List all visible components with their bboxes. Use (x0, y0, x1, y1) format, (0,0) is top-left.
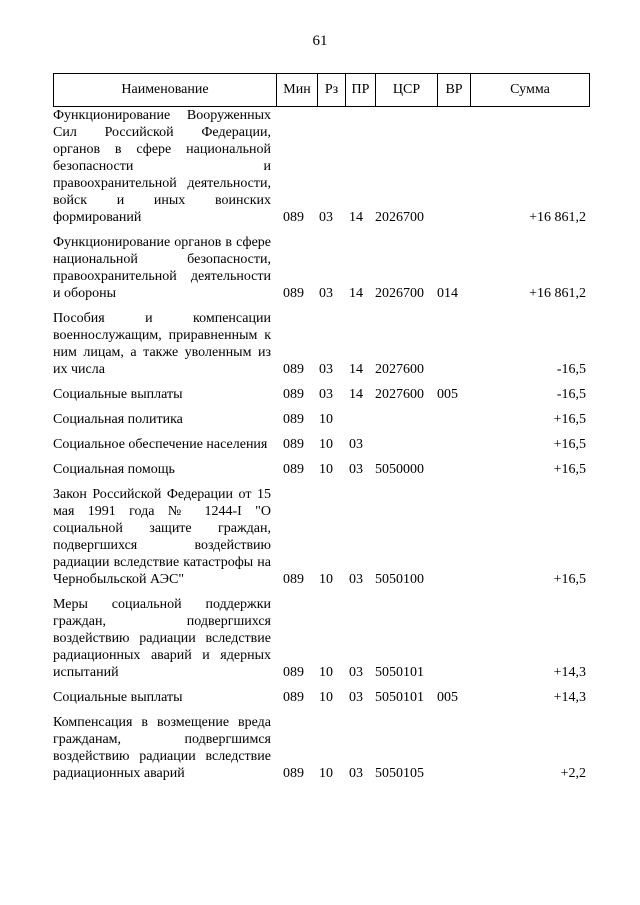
row-sum: +14,3 (553, 665, 586, 680)
row-sum: +16 861,2 (529, 286, 586, 301)
row-min: 089 (283, 412, 304, 427)
row-csr: 5050100 (375, 572, 424, 587)
table-row (53, 689, 590, 706)
row-vr: 005 (437, 387, 458, 402)
row-min: 089 (283, 437, 304, 452)
row-rz: 10 (319, 462, 333, 477)
row-sum: +16,5 (553, 462, 586, 477)
header-min: Мин (277, 74, 318, 106)
row-csr: 5050000 (375, 462, 424, 477)
table-row (53, 411, 590, 428)
row-rz: 10 (319, 690, 333, 705)
row-min: 089 (283, 362, 304, 377)
header-name: Наименование (54, 74, 277, 106)
row-min: 089 (283, 462, 304, 477)
page-number: 61 (312, 33, 328, 49)
row-min: 089 (283, 286, 304, 301)
row-rz: 10 (319, 766, 333, 781)
row-name: Пособия и компенсации военнослужащим, приравненным к ним лицам, а также уволенным из их числа (53, 311, 271, 377)
row-sum: +14,3 (553, 690, 586, 705)
table-row (53, 386, 590, 403)
row-name: Социальные выплаты (53, 690, 183, 705)
row-pr: 03 (349, 437, 363, 452)
table-row (53, 310, 590, 378)
table-body (53, 107, 590, 782)
row-sum: +16,5 (553, 412, 586, 427)
row-csr: 5050101 (375, 665, 424, 680)
row-min: 089 (283, 387, 304, 402)
row-pr: 03 (349, 665, 363, 680)
row-csr: 5050101 (375, 690, 424, 705)
row-min: 089 (283, 572, 304, 587)
row-sum: +16,5 (553, 437, 586, 452)
row-pr: 03 (349, 572, 363, 587)
row-min: 089 (283, 210, 304, 225)
table-row (53, 107, 590, 226)
table-header (53, 73, 590, 107)
row-name: Компенсация в возмещение вреда гражданам, подвергшимся воздействию радиации вследствие радиационных аварий (53, 715, 271, 781)
row-rz: 03 (319, 286, 333, 301)
row-min: 089 (283, 690, 304, 705)
header-rz: Рз (318, 74, 346, 106)
row-min: 089 (283, 665, 304, 680)
row-csr: 2026700 (375, 210, 424, 225)
row-pr: 14 (349, 286, 363, 301)
row-rz: 03 (319, 387, 333, 402)
header-pr: ПР (346, 74, 376, 106)
row-name: Меры социальной поддержки граждан, подвергшихся воздействию радиации вследствие радиационных аварий и ядерных испытаний (53, 597, 271, 680)
row-sum: -16,5 (556, 387, 586, 402)
row-name: Социальные выплаты (53, 387, 183, 402)
row-pr: 14 (349, 387, 363, 402)
table-row (53, 436, 590, 453)
row-name: Закон Российской Федерации от 15 мая 1991 года № 1244-I "О социальной защите граждан, подвергшихся воздействию радиации вследствие катастрофы на Чернобыльской АЭС" (53, 487, 271, 587)
header-vr: ВР (438, 74, 471, 106)
row-name: Социальная помощь (53, 462, 175, 477)
row-rz: 03 (319, 210, 333, 225)
row-vr: 005 (437, 690, 458, 705)
row-pr: 03 (349, 766, 363, 781)
table-row (53, 486, 590, 588)
row-name: Социальная политика (53, 412, 183, 427)
row-name: Функционирование органов в сфере национальной безопасности, правоохранительной деятельности и обороны (53, 235, 271, 301)
row-sum: +16 861,2 (529, 210, 586, 225)
row-name: Функционирование Вооруженных Сил Российской Федерации, органов в сфере национальной безопасности и правоохранительной деятельности, войск и иных воинских формирований (53, 108, 271, 225)
row-csr: 2027600 (375, 362, 424, 377)
row-vr: 014 (437, 286, 458, 301)
row-sum: +2,2 (560, 766, 586, 781)
row-sum: +16,5 (553, 572, 586, 587)
table-row (53, 596, 590, 681)
row-csr: 2026700 (375, 286, 424, 301)
header-csr: ЦСР (376, 74, 438, 106)
row-rz: 10 (319, 572, 333, 587)
row-rz: 10 (319, 412, 333, 427)
row-pr: 14 (349, 210, 363, 225)
row-rz: 10 (319, 437, 333, 452)
row-rz: 10 (319, 665, 333, 680)
table-row (53, 234, 590, 302)
row-csr: 5050105 (375, 766, 424, 781)
row-csr: 2027600 (375, 387, 424, 402)
row-rz: 03 (319, 362, 333, 377)
header-sum: Сумма (510, 82, 550, 97)
table-row (53, 714, 590, 782)
row-sum: -16,5 (556, 362, 586, 377)
row-name: Социальное обеспечение населения (53, 437, 268, 452)
row-pr: 03 (349, 690, 363, 705)
row-min: 089 (283, 766, 304, 781)
row-pr: 14 (349, 362, 363, 377)
row-pr: 03 (349, 462, 363, 477)
table-row (53, 461, 590, 478)
